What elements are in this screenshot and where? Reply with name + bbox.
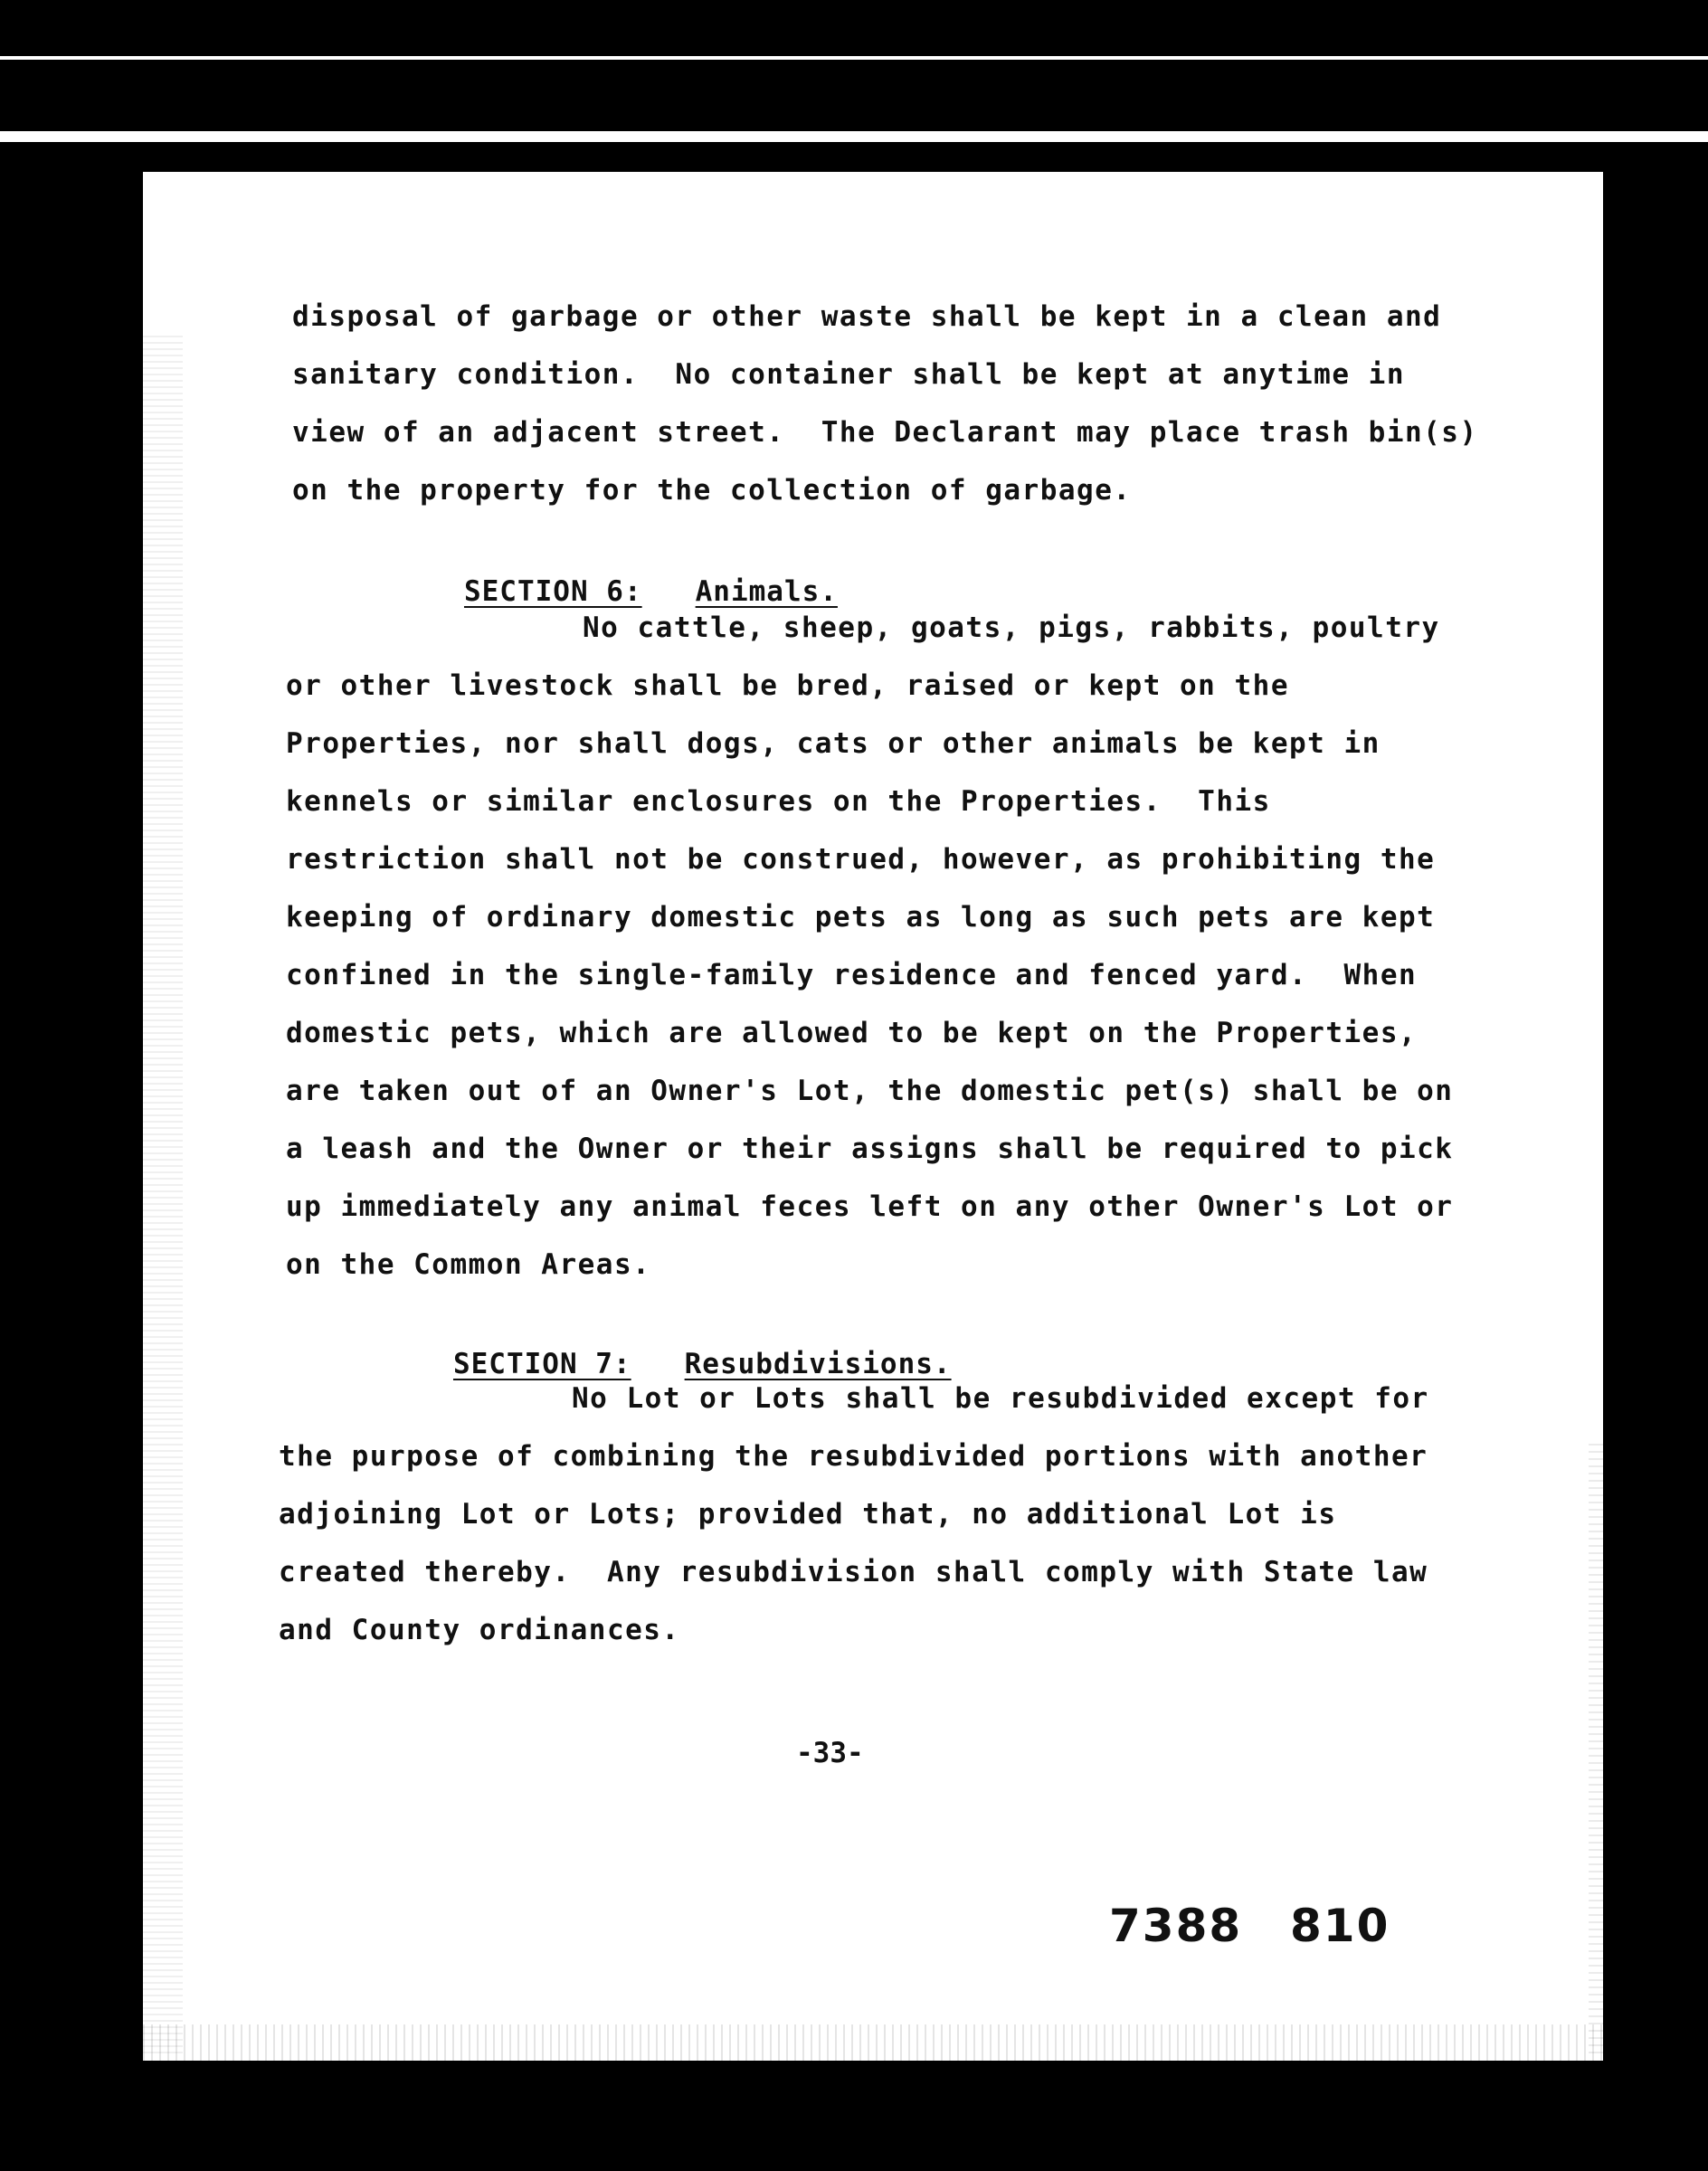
scan-noise-right <box>1589 1438 1603 2053</box>
text-line: up immediately any animal feces left on any other Owner's Lot or <box>286 1190 1454 1223</box>
text-line: No cattle, sheep, goats, pigs, rabbits, poultry <box>583 611 1440 644</box>
top-scan-rule <box>0 56 1708 60</box>
section-6-label: SECTION 6: <box>463 575 642 608</box>
scan-noise-left <box>143 335 183 2053</box>
text-line: keeping of ordinary domestic pets as long as such pets are kept <box>286 901 1436 934</box>
text-line: confined in the single-family residence and fenced yard. When <box>286 959 1418 991</box>
text-line: view of an adjacent street. The Declarant may place trash bin(s) <box>292 416 1478 449</box>
text-line: on the property for the collection of garbage. <box>292 474 1132 507</box>
text-line: or other livestock shall be bred, raised or kept on the <box>286 669 1289 702</box>
text-line: the purpose of combining the resubdivided portions with another <box>279 1440 1428 1473</box>
text-line: adjoining Lot or Lots; provided that, no additional Lot is <box>279 1498 1337 1531</box>
text-line: No Lot or Lots shall be resubdivided except for <box>572 1382 1429 1415</box>
text-line: domestic pets, which are allowed to be kept on the Properties, <box>286 1017 1418 1049</box>
scan-noise-bottom <box>143 2024 1603 2061</box>
top-scan-rule-thick <box>0 131 1708 142</box>
recording-page-number: 810 <box>1290 1900 1390 1952</box>
text-line: sanitary condition. No container shall be kept at anytime in <box>292 358 1405 391</box>
page-number: -33- <box>796 1737 864 1769</box>
text-line: on the Common Areas. <box>286 1248 651 1281</box>
text-line: created thereby. Any resubdivision shall comply with State law <box>279 1556 1428 1588</box>
text-line: disposal of garbage or other waste shall be kept in a clean and <box>292 300 1442 333</box>
text-line: kennels or similar enclosures on the Properties. This <box>286 785 1271 818</box>
text-line: and County ordinances. <box>279 1614 680 1646</box>
text-line: a leash and the Owner or their assigns shall be required to pick <box>286 1133 1454 1165</box>
text-line: restriction shall not be construed, however, as prohibiting the <box>286 843 1436 876</box>
text-line: Properties, nor shall dogs, cats or other animals be kept in <box>286 727 1381 760</box>
section-7-title: Resubdivisions. <box>684 1348 952 1380</box>
section-6-title: Animals. <box>695 575 838 608</box>
text-line: are taken out of an Owner's Lot, the domestic pet(s) shall be on <box>286 1075 1454 1107</box>
document-page <box>143 172 1603 2061</box>
section-7-label: SECTION 7: <box>452 1348 631 1380</box>
top-black-band <box>0 0 1708 145</box>
recording-book-number: 7388 <box>1109 1900 1243 1952</box>
